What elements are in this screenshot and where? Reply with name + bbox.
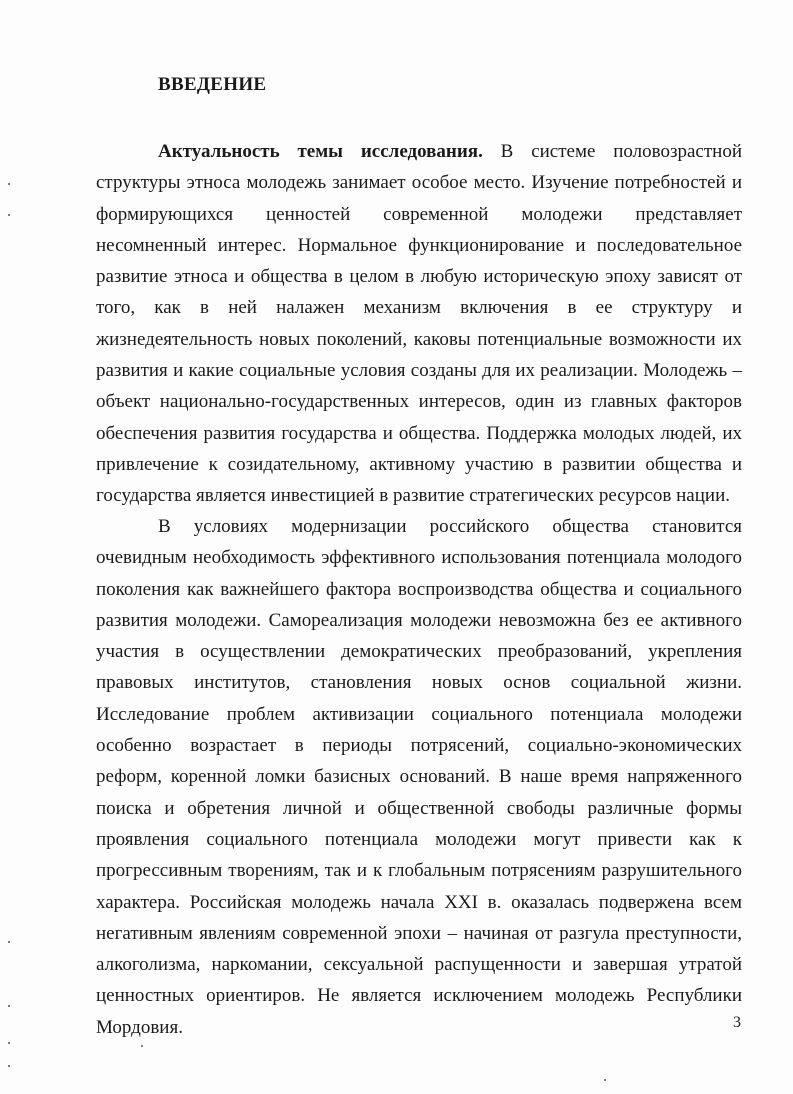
scan-speck bbox=[8, 1042, 10, 1044]
page-number: 3 bbox=[733, 1014, 741, 1031]
paragraph-body: В системе половозрастной структуры этноса молодежь занимает особое место. Изучение потребностей и формирующихся ценностей современной молодежи представляет несомненный интерес. Нормальное функционирование и последовательное развитие этноса и общества в целом в любую историческую эпоху зависят от того, как в ней налажен механизм включения в ее структуру и жизнедеятельность новых поколений, каковы потенциальные возможности их развития и какие социальные условия созданы для их реализации. Молодежь – объект национально-государственных интересов, один из главных факторов обеспечения развития государства и общества. Поддержка молодых людей, их привлечение к созидательному, активному участию в развитии общества и государства является инвестицией в развитие стратегических ресурсов нации. bbox=[96, 141, 743, 507]
paragraph-lead: Актуальность темы исследования. bbox=[158, 141, 483, 162]
paragraph-body: В условиях модернизации российского общества становится очевидным необходимость эффективного использования потенциала молодого поколения как важнейшего фактора воспроизводства общества и социального развития молодежи. Самореализация молодежи невозможна без ее активного участия в осуществлении демократических преобразований, укрепления правовых институтов, становления новых основ социальной жизни. Исследование проблем активизации социального потенциала молодежи особенно возрастает в периоды потрясений, социально-экономических реформ, коренной ломки базисных оснований. В наше время напряженного поиска и обретения личной и общественной свободы различные формы проявления социального потенциала молодежи могут привести как к прогрессивным творениям, так и к глобальным потрясениям разрушительного характера. Российская молодежь начала XXI в. оказалась подвержена всем негативным явлениям современной эпохи – начиная от разгула преступности, алкоголизма, наркомании, сексуальной распущенности и завершая утратой ценностных ориентиров. Не является исключением молодежь Республики Мордовия. bbox=[96, 516, 742, 1038]
paragraph-modernization bbox=[96, 511, 742, 1043]
scan-speck bbox=[604, 1079, 606, 1081]
scan-speck bbox=[8, 183, 10, 185]
scan-speck bbox=[8, 214, 10, 216]
scan-speck bbox=[8, 941, 10, 943]
paragraph-relevance bbox=[96, 136, 742, 512]
scan-speck bbox=[8, 1065, 10, 1067]
scan-speck bbox=[8, 1005, 10, 1007]
scan-speck bbox=[141, 1045, 143, 1047]
section-heading: ВВЕДЕНИЕ bbox=[158, 74, 267, 95]
